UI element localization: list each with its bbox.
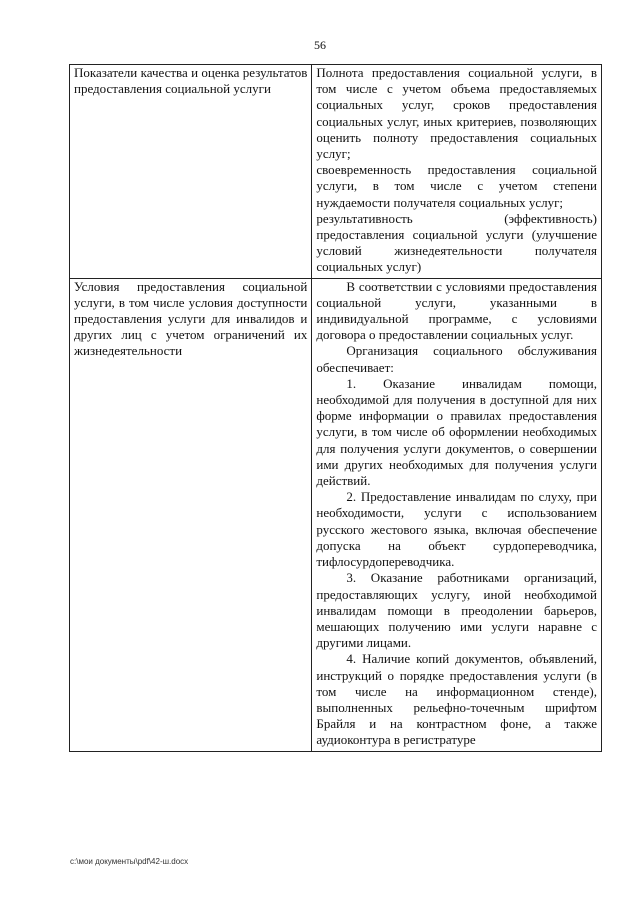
list-item-3: 3. Оказание работниками организаций, предоставляющих услугу, иной необходимой инвалидам помощи в преодолении барьеров, мешающих получению ими услуги наравне с другими лицами.: [316, 570, 597, 651]
footer-file-path: c:\мои документы\pdf\42-ш.docx: [70, 857, 189, 866]
cell-text: Показатели качества и оценка результатов предоставления социальной услуги: [74, 65, 308, 97]
paragraph-effectiveness: результативность (эффективность) предоставления социальной услуги (улучшение условий жизнедеятельности получателя социальных услуг): [316, 210, 597, 275]
cell-text: Условия предоставления социальной услуги, в том числе условия доступности предоставления услуги для инвалидов и других лиц с учетом ограничений их жизнедеятельности: [74, 278, 308, 359]
table-row-service-conditions: [70, 278, 602, 751]
page-number: 56: [314, 38, 326, 52]
row-content-service-conditions: [312, 278, 602, 751]
paragraph-timeliness: своевременность предоставления социальной услуги, в том числе с учетом степени нуждаемости получателя социальных услуг;: [316, 162, 597, 210]
list-item-1: 1. Оказание инвалидам помощи, необходимой для получения в доступной для них форме информации о правилах предоставления услуги, в том числе об оформлении необходимых для получения услуги документов, о совершении ими других необходимых для получения услуги действий.: [316, 375, 597, 489]
row-heading-quality-indicators: [70, 65, 312, 279]
paragraph-conditions-intro: В соответствии с условиями предоставления социальной услуги, указанными в индивидуальной программе, с условиями договора о предоставлении социальных услуг.: [316, 278, 597, 343]
row-content-quality-indicators: [312, 65, 602, 279]
paragraph-organization-provides: Организация социального обслуживания обеспечивает:: [316, 343, 597, 375]
row-heading-service-conditions: [70, 278, 312, 751]
list-item-2: 2. Предоставление инвалидам по слуху, при необходимости, услуги с использованием русского жестового языка, включая обеспечение допуска на объект сурдопереводчика, тифлосурдопереводчика.: [316, 489, 597, 570]
paragraph-completeness: Полнота предоставления социальной услуги, в том числе с учетом объема предоставляемых социальных услуг, сроков предоставления социальных услуг, иных критериев, позволяющих оценить полноту предоставления социальных услуг;: [316, 65, 597, 162]
list-item-4: 4. Наличие копий документов, объявлений, инструкций о порядке предоставления услуги (в том числе на информационном стенде), выполненных рельефно-точечным шрифтом Брайля и на контрастном фоне, а также аудиоконтура в регистратуре: [316, 651, 597, 748]
table-row-quality-indicators: [70, 65, 602, 279]
service-standards-table: [69, 64, 602, 752]
